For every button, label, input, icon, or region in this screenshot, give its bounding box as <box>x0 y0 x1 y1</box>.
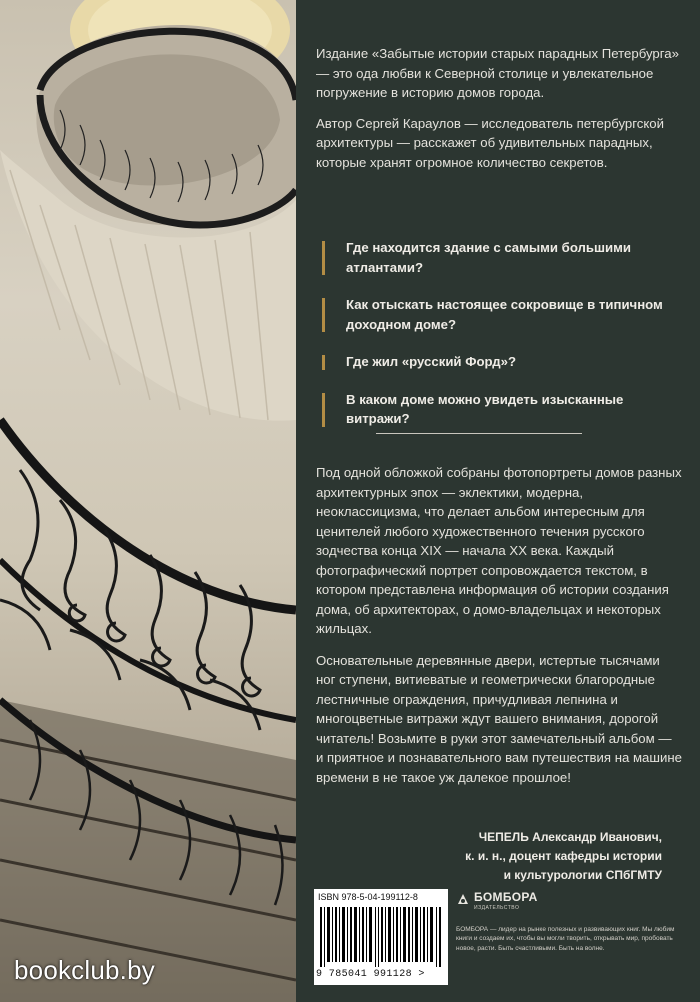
signature-name: ЧЕПЕЛЬ Александр Иванович, <box>478 830 662 844</box>
text-panel <box>296 0 700 1002</box>
bombora-logo-icon <box>456 892 470 906</box>
watermark-text: bookclub.by <box>14 955 155 985</box>
staircase-illustration <box>0 0 296 1002</box>
barcode-digits: 9 785041 991128 > <box>316 969 425 980</box>
body-paragraph: Основательные деревянные двери, истертые тысячами ног ступени, витиеватые и геометрически благородные лестничные ограждения, причудливая лепнина и многоцветные витражи ждут вашего внимания, дорогой читатель! Возьмите в руки этот замечательный альбом — и приятное и познавательного вам путешествия на машине времени в не такое уж далекое прошлое! <box>316 652 682 785</box>
question-item: Как отыскать настоящее сокровище в типичном доходном доме? <box>322 295 682 334</box>
staircase-photo <box>0 0 296 1002</box>
review-signature <box>316 828 662 885</box>
isbn-barcode-block <box>314 889 448 985</box>
question-item: В каком доме можно увидеть изысканные витражи? <box>322 390 682 429</box>
questions-list <box>322 238 682 447</box>
description-text <box>316 463 682 799</box>
intro-paragraph: Издание «Забытые истории старых парадных Петербурга» — это ода любви к Северной столице и увлекательное погружение в историю домов города. <box>316 46 679 100</box>
signature-affiliation: и культурологии СПбГМТУ <box>503 868 662 882</box>
barcode-icon <box>320 907 442 967</box>
section-divider <box>376 433 582 434</box>
intro-paragraph: Автор Сергей Караулов — исследователь петербургской архитектуры — расскажет об удивительных парадных, которые хранят огромное количество секретов. <box>316 115 664 170</box>
question-item: Где находится здание с самыми большими атлантами? <box>322 238 682 277</box>
isbn-label: ISBN 978-5-04-199112-8 <box>318 892 418 902</box>
publisher-description: БОМБОРА — лидер на рынке полезных и развивающих книг. Мы любим книги и создаем их, чтобы вы могли творить, открывать мир, пробовать новое, расти. Быть счастливыми. Быть на волне. <box>456 926 675 952</box>
publisher-subtitle: ИЗДАТЕЛЬСТВО <box>474 905 520 911</box>
body-paragraph: Под одной обложкой собраны фотопортреты домов разных архитектурных эпох — эклектики, модерна, неоклассицизма, что делает альбом интересным для ценителей любого художественного течения русского зодчества конца XIX — начала XX века. Каждый фотографический портрет сопровождается текстом, в котором представлена информация об истории создания дома, об архитекторах, о домо-владельцах и некоторых жильцах. <box>316 465 682 636</box>
publisher-name: БОМБОРА <box>474 890 538 904</box>
question-item: Где жил «русский Форд»? <box>322 352 682 372</box>
signature-title: к. и. н., доцент кафедры истории <box>465 849 662 863</box>
intro-text <box>316 44 682 183</box>
